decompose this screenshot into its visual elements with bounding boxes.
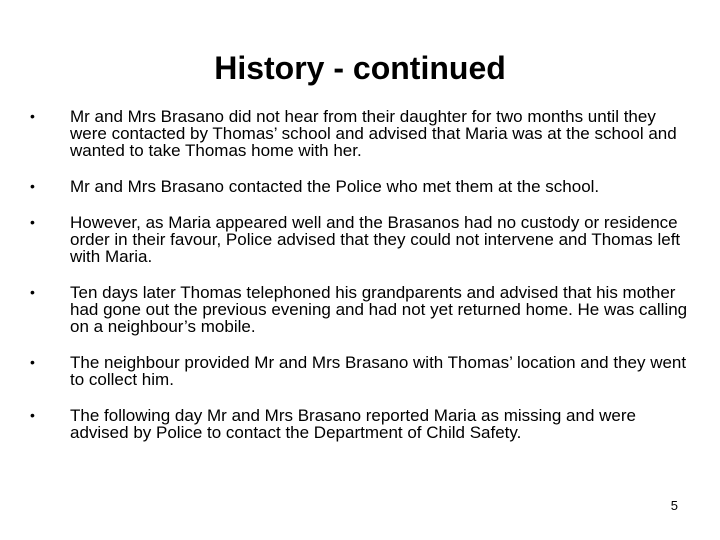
bullet-item bbox=[30, 108, 690, 159]
bullet-item bbox=[30, 284, 690, 335]
bullet-icon: • bbox=[30, 407, 35, 423]
bullet-text: Mr and Mrs Brasano did not hear from their daughter for two months until they were contacted by Thomas’ school and advised that Maria was at the school and wanted to take Thomas home with her. bbox=[70, 107, 677, 160]
bullet-text: However, as Maria appeared well and the Brasanos had no custody or residence order in their favour, Police advised that they could not intervene and Thomas left with Maria. bbox=[70, 213, 681, 266]
page-number: 5 bbox=[670, 498, 678, 513]
bullet-list bbox=[30, 108, 690, 460]
bullet-item bbox=[30, 214, 690, 265]
bullet-item bbox=[30, 407, 690, 441]
bullet-text: The following day Mr and Mrs Brasano reported Maria as missing and were advised by Police to contact the Department of Child Safety. bbox=[70, 406, 636, 442]
bullet-text: Ten days later Thomas telephoned his grandparents and advised that his mother had gone out the previous evening and had not yet returned home. He was calling on a neighbour’s mobile. bbox=[70, 283, 688, 336]
bullet-item bbox=[30, 354, 690, 388]
bullet-text: Mr and Mrs Brasano contacted the Police who met them at the school. bbox=[70, 177, 600, 196]
bullet-text: The neighbour provided Mr and Mrs Brasano with Thomas’ location and they went to collect him. bbox=[70, 353, 687, 389]
bullet-icon: • bbox=[30, 178, 35, 194]
slide-title: History - continued bbox=[214, 50, 506, 86]
bullet-item bbox=[30, 178, 690, 195]
bullet-icon: • bbox=[30, 108, 35, 124]
bullet-icon: • bbox=[30, 214, 35, 230]
bullet-icon: • bbox=[30, 354, 35, 370]
bullet-icon: • bbox=[30, 284, 35, 300]
